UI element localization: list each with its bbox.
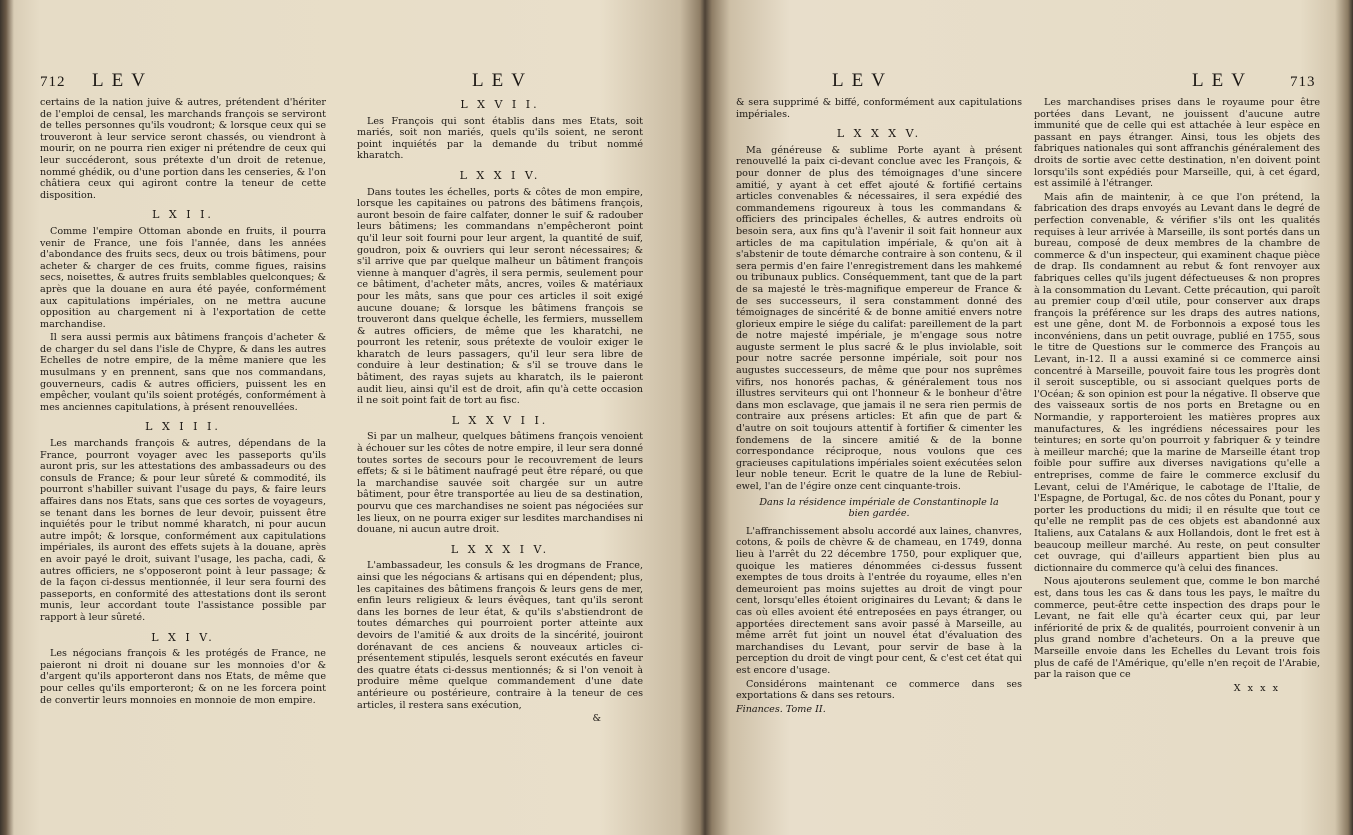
page-footer: Finances. Tome II. [736, 703, 826, 715]
paragraph: Dans toutes les échelles, ports & côtes de mon empire, lorsque les capitaines ou patrons des bâtimens françois, auront besoin de faire calfater, donner le suif & radouber leurs bâtimens; les commandans n'empêcheront point qu'il leur soit fourni pour leur argent, la quantité de suif, goudron, poix & ouvriers qui leur seront nécessaires; & s'il arrive que par quelque malheur un bâtiment françois vienne à manquer d'agrès, il sera permis, seulement pour ce bâtiment, d'acheter mâts, ancres, voiles & matériaux pour les mâts, sans que pour ces articles il soit exigé aucune douane; & lorsque les bâtimens françois se trouveront dans quelque échelle, les fermiers, mussellem & autres officiers, de même que les kharatchi, ne pourront les retenir, sous prétexte de vouloir exiger le kharatch de leurs passagers, qu'il leur sera libre de conduire à leur destination; & s'il se trouve dans le bâtiment, des rayas sujets au kharatch, ils le paieront audit lieu, ainsi qu'il est de droit, afin qu'à cette occasion il ne soit point fait de tort au fisc. [357, 186, 643, 407]
section-heading: L X X X V. [836, 127, 922, 141]
section-heading: L X I I I. [145, 420, 221, 434]
left-head-word-1: LEV [92, 70, 153, 91]
paragraph: Les François qui sont établis dans mes Etats, soit mariés, soit non mariés, quels qu'ils soient, ne seront point inquiétés par la demande du tribut nommé kharatch. [357, 115, 643, 162]
right-head-word-1: LEV [832, 70, 893, 91]
paragraph: L'ambassadeur, les consuls & les drogmans de France, ainsi que les négocians & artisans qui en dépendent; plus, les capitaines des bâtimens françois & leurs gens de mer, enfin leurs religieux & leurs évêques, tant qu'ils seront dans les bornes de leur état, & qu'ils s'abstiendront de toutes démarches qui pourroient porter atteinte aux devoirs de l'amitié & aux droits de la sincérité, jouiront dorénavant de ces anciens & nouveaux articles ci-présentement stipulés, lesquels seront exécutés en faveur des quatre états ci-dessus mentionnés; & si l'on venoit à produire même quelque commandement d'une date antérieure ou postérieure, contraire à la teneur de ces articles, il restera sans exécution, [357, 560, 643, 711]
signature-mark: X x x x [1233, 682, 1280, 694]
section-heading: L X I I. [152, 208, 214, 222]
paragraph: Ma généreuse & sublime Porte ayant à présent renouvellé la paix ci-devant conclue avec les François, & pour donner de plus des témoignages d'une sincere amitié, y ayant à cet effet ajouté & fortifié certains articles convenables & nécessaires, il sera expédié des commandemens rigoureux à tous les commandans & officiers des principales échelles, & autres endroits où besoin sera, aux fins qu'à l'avenir il soit fait honneur aux articles de ma capitulation impériale, & qu'on ait à s'abstenir de toute démarche contraire à son contenu, & il sera permis d'en faire l'enregistrement dans les mahkemé ou tribunaux publics. Conséquemment, tant que de la part de sa majesté le très-magnifique empereur de France & de ses successeurs, il sera constamment donné des témoignages de sincérité & de bonne amitié envers notre glorieux empire le siége du califat: pareillement de la part de notre majesté impériale, je m'engage sous notre auguste serment le plus sacré & le plus inviolable, soit pour notre sacrée personne impériale, soit pour nos augustes successeurs, de même que pour nos suprêmes vifirs, nos honorés pachas, & généralement tous nos illustres serviteurs qui ont l'honneur & le bonheur d'être dans mon esclavage, que jamais il ne sera rien permis de contraire aux présens articles: Et afin que de part & d'autre on soit toujours attentif à fortifier & cimenter les fondemens de la sincere amitié & de la bonne correspondance réciproque, nous voulons que ces gracieuses capitulations impériales soient exécutées selon leur noble teneur. Ecrit le quatre de la lune de Rebiul-ewel, l'an de l'égire onze cent cinquante-trois. [736, 144, 1022, 492]
right-head-word-2: LEV [1192, 70, 1253, 91]
left-folio: 712 [40, 74, 66, 90]
section-heading: L X V I I. [460, 98, 540, 111]
right-running-head [712, 70, 1340, 96]
left-head-word-2: LEV [472, 70, 533, 91]
place-line: Dans la résidence impériale de Constantinople la bien gardée. [759, 496, 999, 520]
section-heading: L X X X I V. [450, 542, 550, 556]
right-column-2 [1034, 97, 1320, 696]
paragraph: Il sera aussi permis aux bâtimens françois d'acheter & de charger du sel dans l'isle de Chypre, & dans les autres Echelles de notre empire, de la même maniere que les musulmans y en prennent, sans que nos commandans, gouverneurs, cadis & autres officiers, puissent les en empêcher, voulant qu'ils soient protégés, conformément à mes anciennes capitulations, à présent renouvellées. [40, 332, 326, 413]
section-heading: L X X I V. [459, 168, 541, 182]
section-heading: L X X V I I. [451, 413, 549, 427]
paragraph: Considérons maintenant ce commerce dans ses exportations & dans ses retours. [736, 678, 1022, 702]
paragraph: certains de la nation juive & autres, prétendent d'hériter de l'emploi de censal, les marchands françois se serviront de telles personnes qu'ils voudront; & lorsque ceux qui se trouveront à leur service seront chassés, ou viendront à mourir, on ne pourra rien exiger ni prétendre de ceux qui leur succéderont, sous prétexte d'un droit de retenue, nommé ghédik, ou d'une portion dans les censeries, & l'on châtiera ceux qui agiront contre la teneur de cette disposition. [40, 97, 326, 201]
left-column-1 [40, 97, 326, 708]
paragraph: Comme l'empire Ottoman abonde en fruits, il pourra venir de France, une fois l'année, dans les années d'abondance des fruits secs, deux ou trois bâtimens, pour acheter & charger de ces fruits, comme figues, raisins secs, noisettes, & autres fruits semblables quelconques; & après que la douane en aura été payée, conformément aux capitulations impériales, on ne mettra aucune opposition au chargement ni à l'exportation de cette marchandise. [40, 225, 326, 330]
left-column-2 [357, 97, 643, 727]
paragraph: Nous ajouterons seulement que, comme le bon marché est, dans tous les cas & dans tous les pays, le maître du commerce, peut-être cette inspection des draps pour le Levant, ne fait elle qu'à écarter ceux qui, par leur infériorité de prix & de qualités, pourroient convenir à un plus grand nombre d'acheteurs. On a la preuve que Marseille envoie dans les Echelles du Levant trois fois plus de café de l'Amérique, qu'elle n'en reçoit de l'Arabie, par la raison que ce [1034, 576, 1320, 681]
left-running-head [12, 70, 700, 96]
paragraph: Les marchands françois & autres, dépendans de la France, pourront voyager avec les passeports qu'ils auront pris, sur les attestations des ambassadeurs ou des consuls de France; & pour leur sûreté & commodité, ils pourront s'habiller suivant l'usage du pays, & faire leurs affaires dans nos Etats, sans que ces sortes de voyageurs, se tenant dans les bornes de leur devoir, puissent être inquiétés pour le tribut nommé kharatch, ni pour aucun autre impôt; & lorsque, conformément aux capitulations impériales, ils auront des effets sujets à la douane, après en avoir payé le droit, suivant l'usage, les pacha, cadi, & autres officiers, ne s'opposeront point à leur passage; & de la façon ci-dessus mentionnée, il leur sera fourni des passeports, en conformité des attestations dont ils seront munis, leur accordant toute l'assistance possible par rapport à leur sûreté. [40, 438, 326, 623]
right-folio: 713 [1290, 74, 1316, 90]
paragraph: & sera supprimé & biffé, conformément aux capitulations impériales. [736, 97, 1022, 120]
paragraph: Mais afin de maintenir, à ce que l'on prétend, la fabrication des draps envoyés au Levant dans le degré de perfection convenable, & vérifier s'ils ont les qualités requises à leur arrivée à Marseille, ils sont portés dans un bureau, composé de deux membres de la chambre de commerce & d'un inspecteur, qui examinent chaque pièce de drap. Ils condamnent au rebut & font renvoyer aux fabriques celles qu'ils jugent défectueuses & non propres à la consommation du Levant. Cette précaution, qui paroît au premier coup d'œil utile, pour conserver aux draps françois la préférence sur les draps des autres nations, est une gêne, dont M. de Forbonnois a exposé tous les inconvéniens, dans un petit ouvrage, publié en 1755, sous le titre de Questions sur le commerce des François au Levant, in-12. Il a aussi examiné si ce commerce ainsi concentré à Marseille, pouvoit faire tous les progrès dont il seroit susceptible, ou si associant quelques ports de l'Océan; & son opinion est pour la négative. Il observe que des vaisseaux sortis de nos ports en Bretagne ou en Normandie, y rapporteroient les matières propres aux manufactures, & les ingrédiens nécessaires pour les teintures; en sorte qu'on pourroit y fabriquer & y teindre à meilleur marché; que la marine de Marseille étant trop foible pour suffire aux diverses navigations qu'elle a entreprises, comme de faire le commerce exclusif du Levant, celui de l'Amérique, le cabotage de l'Italie, de l'Espagne, de Portugal, &c. de nos côtes du Ponant, pour y porter les productions du midi; il en résulte que tout ce qu'elle ne remplit pas de ces objets est abandonné aux Italiens, aux Catalans & aux Hollandois, dont le fret est à beaucoup meilleur marché. Au reste, on peut consulter cet ouvrage, qui d'ailleurs appartient bien plus au dictionnaire du commerce qu'à celui des finances. [1034, 191, 1320, 574]
left-page [12, 0, 700, 835]
section-heading: L X I V. [151, 630, 215, 644]
right-column-1 [736, 97, 1022, 717]
paragraph: Les négocians françois & les protégés de France, ne paieront ni droit ni douane sur les monnoies d'or & d'argent qu'ils apporteront dans nos Etats, de même que pour celles qu'ils emporteront; & on ne les forcera point de convertir leurs monnoies en monnoie de mon empire. [40, 648, 326, 706]
paragraph: L'affranchissement absolu accordé aux laines, chanvres, cotons, & poils de chèvre & de chameau, en 1749, donna lieu à l'arrêt du 22 décembre 1750, pour expliquer que, quoique les matieres dénommées ci-dessus fussent exemptes de tous droits à l'entrée du royaume, elles n'en demeuroient pas moins sujettes au droit de vingt pour cent, lorsqu'elles étoient originaires du Levant; & dans le cas où elles avoient été entreposées en pays étranger, ou apportées directement sans avoir passé à Marseille, au même arrêt fut joint un nouvel état d'évaluation des marchandises du Levant, pour servir de base à la perception du droit de vingt pour cent, & c'est cet état qui est encore d'usage. [736, 525, 1022, 676]
paragraph: Si par un malheur, quelques bâtimens françois venoient à échouer sur les côtes de notre empire, il leur sera donné toutes sortes de secours pour le recouvrement de leurs effets; & si le bâtiment naufragé peut être réparé, ou que la marchandise sauvée soit chargée sur un autre bâtiment, pour être transportée au lieu de sa destination, pourvu que ces marchandises ne soient pas négociées sur les lieux, on ne pourra exiger sur lesdites marchandises ni douane, ni aucun autre droit. [357, 431, 643, 536]
catchword: & [592, 713, 603, 725]
paragraph: Les marchandises prises dans le royaume pour être portées dans Levant, ne jouissent d'aucune autre immunité que de celle qui est attachée à leur espèce en passant en pays étranger. Ainsi, tous les objets des fabriques nationales qui sont affranchis généralement des droits de sortie avec cette destination, n'en doivent point lorsqu'ils sont expédiés pour Marseille, qui, à cet égard, est assimilé à l'étranger. [1034, 97, 1320, 190]
right-page [712, 0, 1340, 835]
